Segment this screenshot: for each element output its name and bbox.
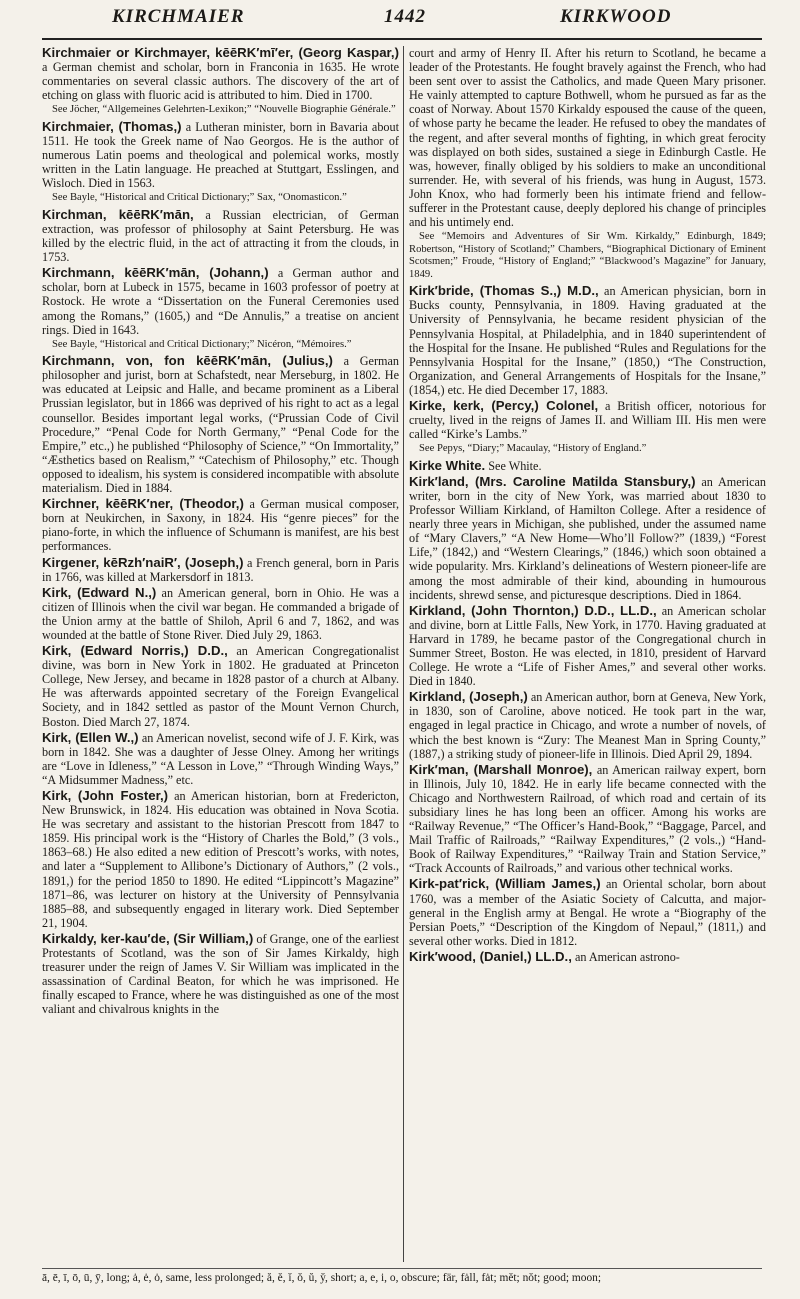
entry-headword: Kirk′wood, (Daniel,) LL.D., xyxy=(409,948,572,964)
dictionary-entry xyxy=(42,120,399,190)
entry-reference: See “Memoirs and Adventures of Sir Wm. Kirkaldy,” Edinburgh, 1849; Robertson, “History of Scotland;” Chambers, “Biographical Dictionary of Eminent Scotsmen;” Froude, “History of England;” “Blackwood’s Magazine” for January, 1849. xyxy=(409,231,766,280)
entry-reference: See Jöcher, “Allgemeines Gelehrten-Lexikon;” “Nouvelle Biographie Générale.” xyxy=(52,104,396,116)
dictionary-entry xyxy=(409,950,766,964)
entry-headword: Kirkaldy, ker-kau′de, (Sir William,) xyxy=(42,930,254,946)
dictionary-entry xyxy=(409,690,766,760)
entry-headword: Kirk, (John Foster,) xyxy=(42,788,169,803)
page-number: 1442 xyxy=(384,6,426,27)
entry-headword: Kirk′man, (Marshall Monroe), xyxy=(409,761,593,777)
entry-reference: See Bayle, “Historical and Critical Dictionary;” Sax, “Onomasticon.” xyxy=(52,192,347,204)
dictionary-entry xyxy=(409,763,766,876)
entry-text: an American astrono- xyxy=(574,949,680,964)
entry-text: a Lutheran minister, born in Bavaria about 1511. He took the Greek name of Nao Georgos. He is the author of numerous Latin poems and theological and polemical works, mostly written in the Latin language. He preached at Stuttgart, Esslingen, and Wisloch. Died in 1563. xyxy=(42,119,399,191)
dictionary-entry xyxy=(42,644,399,729)
entry-text: a German musical composer, born at Neukirchen, in Saxony, in 1824. His “genre pieces” for the piano-forte, in which the influence of Schumann is manifest, are his best performances. xyxy=(42,497,399,554)
entry-text: an American general, born in Ohio. He was a citizen of Illinois when the civil war began. He commanded a brigade of the Union army at the battle of Shiloh, April 6 and 7, 1862, and was wounded at the battle of Stone River. Died July 29, 1863. xyxy=(42,585,399,642)
entry-headword: Kirkland, (John Thornton,) D.D., LL.D., xyxy=(409,602,657,618)
entry-headword: Kirchmaier or Kirchmayer, kēēRK′mī′er, (Georg Kaspar,) xyxy=(42,46,399,60)
entry-text: of Grange, one of the earliest Protestants of Scotland, was the son of Sir James Kirkaldy, high treasurer under the reign of James V. Sir William was implicated in the assassination of Cardinal Beaton, for which he was imprisoned. He finally escaped to France, where he was distinguished as one of the most valiant and chivalrous knights in the xyxy=(42,931,399,1017)
entry-text: See White. xyxy=(488,458,542,473)
dictionary-entry xyxy=(42,731,399,787)
entry-text: an American historian, born at Fredericton, New Brunswick, in 1824. His education was obtained in Nova Scotia. He was secretary and assistant to the historian Prescott from 1847 to 1859. His principal work is the “History of Charles the Bold,” (3 vols., 1863–68.) He also edited a new edition of Prescott’s works, with notes, and later a “Supplement to Allibone’s Dictionary of Authors,” (2 vols., 1891,) for the period 1850 to 1890. He edited “Lippincott’s Magazine” 1871–86, was lecturer on history at the University of Pennsylvania 1885–88, and subsequently engaged in literary work. Died September 21, 1904. xyxy=(42,789,399,930)
entry-headword: Kirgener, kēRzh′naiR′, (Joseph,) xyxy=(42,554,244,570)
entry-text: a French general, born in Paris in 1766, was killed at Markersdorf in 1813. xyxy=(42,555,399,584)
entry-headword: Kirchmann, von, fon kēēRK′mān, (Julius,) xyxy=(42,353,333,369)
entry-reference: See Pepys, “Diary;” Macaulay, “History of England.” xyxy=(419,443,647,455)
entry-text: a German philosopher and jurist, born at Schafstedt, near Merseburg, in 1802. He was educated at Leipsic and Halle, and became prominent as a Liberal Prussian legislator, but in 1866 was deprived of his right to act as a legal counsellor. Besides important legal works, (“Prussian Code of Civil Procedure,” “Penal Code for North Germany,” “Penal Code for the Empire,” etc.,) he published “Philosophy of Science,” “On Immortality,” “Æsthetics based on Realism,” “Catechism of Philosophy,” etc. Though opposed to idealism, his system is considered incompatible with absolute materialism. Died in 1884. xyxy=(42,354,399,496)
page-header xyxy=(40,6,760,36)
dictionary-entry xyxy=(42,556,399,584)
pronunciation-key: ā, ē, ī, ō, ū, ȳ, long; ȧ, ė, ȯ, same, less prolonged; ă, ĕ, ĭ, ŏ, ŭ, y̆, short; a, e, i, o, obscure; fär, fȧll, fȧt; mĕt; nŏt; good; moon; xyxy=(42,1268,762,1284)
entry-headword: Kirk, (Edward N.,) xyxy=(42,584,157,600)
dictionary-entry xyxy=(409,475,766,602)
dictionary-entry xyxy=(409,604,766,689)
left-column xyxy=(42,46,399,1262)
entry-headword: Kirke, kerk, (Percy,) Colonel, xyxy=(409,397,599,413)
dictionary-entry xyxy=(42,586,399,642)
entry-text: an American writer, born in the city of New York, was married about 1830 to Professor William Kirkland, of Hamilton College. After a residence of nearly three years in Michigan, she published, under the assumed name of “Mary Clavers,” “A New Home—Who’ll Follow?” (1839,) “Forest Life,” (1842,) and “Western Clearings,” (1846,) which soon obtained a wide popularity. Mrs. Kirkland’s delineations of Western pioneer-life are among the most admirable of their kind, abounding in humourous incidents, shrewd sense, and picturesque descriptions. Died in 1864. xyxy=(409,474,766,602)
dictionary-entry xyxy=(409,459,766,473)
running-head-left: KIRCHMAIER xyxy=(112,6,245,27)
entry-text: an American physician, born in Bucks county, Pennsylvania, in 1809. Having graduated at the University of Pennsylvania, he became resident physician of the Pennsylvania Hospital, at Philadelphia, and in 1840 superintendent of the Hospital for the Insane. He published “Rules and Regulations for the Pennsylvania Hospital for the Insane,” (1850,) “The Construction, Organization, and General Arrangements of Hospitals for the Insane,” (1854,) etc. He died December 17, 1883. xyxy=(409,284,766,397)
dictionary-entry xyxy=(409,877,766,947)
entry-headword: Kirchner, kēēRK′ner, (Theodor,) xyxy=(42,496,244,512)
entry-headword: Kirk′land, (Mrs. Caroline Matilda Stansbury,) xyxy=(409,473,696,489)
entry-text: a Russian electrician, of German extraction, was professor of philosophy at Saint Petersburg. He was killed by the electric fluid, in the act of attracting it from the clouds, in 1753. xyxy=(42,207,399,265)
entry-reference: See Bayle, “Historical and Critical Dictionary;” Nicéron, “Mémoires.” xyxy=(52,338,352,350)
dictionary-entry xyxy=(42,497,399,553)
entry-text: an American novelist, second wife of J. F. Kirk, was born in 1842. She was a daughter of Jesse Olney. Among her writings are “Love in Idleness,” “A Lesson in Love,” “Through Winding Ways,” “A Midsummer Madness,” etc. xyxy=(42,730,399,787)
entry-text: an American scholar and divine, born at Little Falls, New York, in 1770. Having graduated at Harvard in 1789, he became pastor of the Congregational church in Summer Street, Boston. He was elected, in 1810, president of Harvard College. He wrote a “Life of Fisher Ames,” and several other works. Died in 1840. xyxy=(409,603,766,689)
header-rule xyxy=(42,38,762,40)
entry-text: an American Congregationalist divine, was born in New York in 1802. He graduated at Princeton College, New Jersey, and became in 1828 pastor of a church at Albany. He was afterwards appointed secretary of the Foreign Evangelical Society, and in 1842 settled as pastor of the Mount Vernon Church, Boston. Died March 27, 1874. xyxy=(42,644,399,729)
entry-text: a British officer, notorious for cruelty, lived in the reigns of James II. and William III. His men were called “Kirke’s Lambs.” xyxy=(409,398,766,442)
right-column xyxy=(409,46,766,1262)
entry-text: an American author, born at Geneva, New York, in 1830, son of Caroline, above noticed. He took part in the war, engaged in legal practice in Chicago, and wrote a number of novels, of which the best known is “Zury: The Meanest Man in Spring County,” (1887,) a striking study of pioneer-life in Illinois. Died April 29, 1894. xyxy=(409,690,766,761)
dictionary-entry xyxy=(409,399,766,441)
entry-headword: Kirkland, (Joseph,) xyxy=(409,689,528,705)
entry-text: a German author and scholar, born at Lubeck in 1575, became in 1603 professor of poetry at Rostock. He wrote a “Dissertation on the Funeral Ceremonies used among the Romans,” (1605,) and “De Annulis,” a treatise on ancient rings. Died in 1643. xyxy=(42,266,399,337)
dictionary-entry xyxy=(42,46,399,102)
entry-headword: Kirk-pat′rick, (William James,) xyxy=(409,876,601,892)
dictionary-entry xyxy=(42,789,399,930)
entry-text: an American railway expert, born in Illinois, July 10, 1842. He in early life became connected with the Chicago and Northwestern Railroad, of which road and certain of its subsidiary lines he has long been an officer. Among his works are “Railway Revenue,” “The Officer’s Hand-Book,” “Baggage, Parcel, and Mail Traffic of Railroads,” “Railway Expenditures,” (2 vols.,) “Hand-Book of Railway Expenditures,” “Railway Train and Station Service,” “Track Accounts of Railroads,” and various other technical works. xyxy=(409,762,766,876)
dictionary-entry xyxy=(42,208,399,264)
entry-text: an Oriental scholar, born about 1760, was a member of the Asiatic Society of Calcutta, and major-general in the English army at Bengal. He wrote a “Biography of the Persian Poets,” “Description of the Kingdom of Nepaul,” (1811,) and several other works. Died in 1812. xyxy=(409,877,766,948)
entry-text: a German chemist and scholar, born in Franconia in 1635. He wrote commentaries on several classic authors. The discovery of the art of etching on glass with fluoric acid is attributed to him. Died in 1700. xyxy=(42,60,399,103)
running-head-right: KIRKWOOD xyxy=(560,6,672,27)
entry-headword: Kirchmann, kēēRK′mān, (Johann,) xyxy=(42,265,269,281)
entry-headword: Kirk, (Edward Norris,) D.D., xyxy=(42,643,228,659)
entry-headword: Kirk, (Ellen W.,) xyxy=(42,729,139,745)
dictionary-entry xyxy=(42,932,399,1017)
entry-headword: Kirke White. xyxy=(409,457,486,473)
column-divider xyxy=(403,46,404,1262)
entry-headword: Kirchmaier, (Thomas,) xyxy=(42,118,182,134)
dictionary-entry xyxy=(42,266,399,336)
dictionary-entry xyxy=(409,46,766,229)
dictionary-entry xyxy=(409,284,766,397)
entry-text: court and army of Henry II. After his return to Scotland, he became a leader of the Protestants. He fought bravely against the French, who had been sent over to assist the Catholics, and made Queen Mary prisoner. He vainly attempted to capture Bothwell, whom he pursued as far as the coast of Norway. About 1570 Kirkaldy espoused the cause of the queen, of whose party he became the leader. He refused to obey the mandates of the regent, and after several months of fighting, in which great ferocity was displayed on both sides, sustained a siege in Edinburgh Castle. He was, however, finally obliged by his soldiers to make an unconditional surrender. He, with several of his friends, was hung in August, 1573. John Knox, who had formerly been his intimate friend and fellow-sufferer in the Protestant cause, deeply deplored his change of principles and his untimely end. xyxy=(409,46,766,230)
entry-headword: Kirchman, kēēRK′mān, xyxy=(42,206,194,222)
dictionary-entry xyxy=(42,354,399,495)
entry-headword: Kirk′bride, (Thomas S.,) M.D., xyxy=(409,283,599,299)
